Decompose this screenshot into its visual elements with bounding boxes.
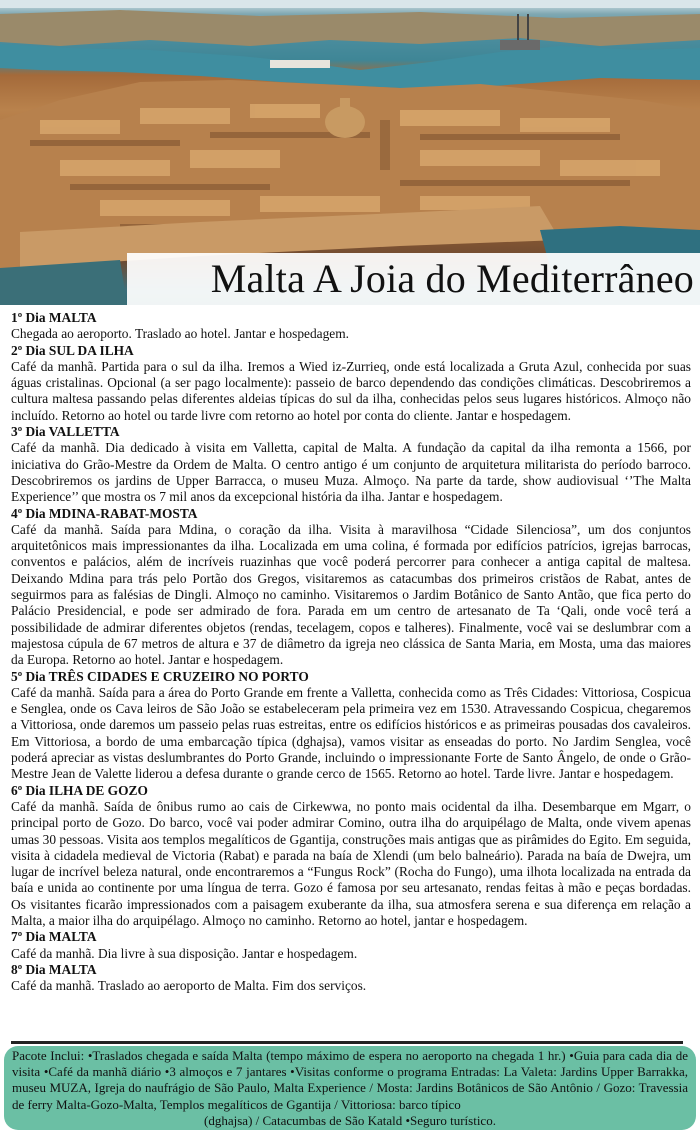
day-2: [11, 343, 691, 424]
day-description: Café da manhã. Dia livre à sua disposição. Jantar e hospedagem.: [11, 945, 358, 961]
itinerary: [11, 310, 691, 994]
day-description: Chegada ao aeroporto. Traslado ao hotel. Jantar e hospedagem.: [11, 326, 350, 342]
day-title: 2º Dia SUL DA ILHA: [11, 342, 134, 358]
day-title: 6º Dia ILHA DE GOZO: [11, 782, 148, 798]
package-includes-text: Pacote Inclui: •Traslados chegada e saída Malta (tempo máximo de espera no aeroporto na chegada 1 hr.) •Guia para cada dia de visita •Café da manhã diário •3 almoços e 7 jantares •Visitas conforme o programa Entradas: La Valeta: Jardins Upper Barrakka, museu MUZA, Igreja do naufrágio de São Paulo, Malta Experience / Mosta: Jardins Botânicos de São Antônio / Gozo: Travessia de ferry Malta-Gozo-Malta, Templos megalíticos de Ggantija / Vittoriosa: barco típico: [12, 1048, 688, 1112]
day-description: Café da manhã. Partida para o sul da ilha. Iremos a Wied iz-Zurrieq, onde está localizada a Gruta Azul, conhecida por suas águas cristalinas. Opcional (a ser pago localmente): passeio de barco dependendo das condições climáticas. Descobriremos a cultura maltesa passando pelas diferentes aldeias típicas do sul da ilha, conhecidas pelos seus lugares históricos. Almoço não incluído. Retorno ao hotel ou tarde livre com retorno ao hotel por conta do cliente. Jantar e hospedagem.: [11, 358, 691, 423]
day-title: 3º Dia VALLETTA: [11, 424, 120, 440]
day-4: [11, 506, 691, 669]
day-description: Café da manhã. Dia dedicado à visita em Valletta, capital de Malta. A fundação da capital da ilha remonta a 1566, por iniciativa do Grão-Mestre da Ordem de Malta. O centro antigo é um conjunto de arquitetura militarista do período barroco. Descobriremos os jardins de Upper Barracca, o museu Muza. Almoço. Na parte da tarde, show audiovisual ‘’The Malta Experience’’ que mostra os 7 mil anos da excepcional história da ilha. Jantar e hospedagem.: [11, 440, 691, 505]
title-banner: [127, 253, 700, 305]
day-1: [11, 310, 691, 343]
day-description: Café da manhã. Saída para Mdina, o coração da ilha. Visita à maravilhosa “Cidade Silenciosa”, um dos conjuntos arquitetônicos mais impressionantes da ilha. Localizada em uma colina, é formada por edifícios patrícios, igrejas barrocas, conventos e palácios, além de incríveis ruazinhas que você poderá percorrer para conhecer a antiga capital de maltesa. Deixando Mdina para trás pelo Portão dos Gregos, visitaremos as catacumbas dos primeiros cristãos de Rabat, antes de seguirmos para as falésias de Dingli. Almoço no caminho. Visitaremos o Jardim Botânico de Santo Antão, que fica perto do Palácio Presidencial, e pode ser admirado de fora. Parada em um centro de artesanato de Ta ‘Qali, onde você terá a possibilidade de admirar diferentes objetos (rendas, tecelagem, copos e talheres). Finalmente, você vai se deslumbrar com a majestosa cúpula de 67 metros de altura e 37 de diâmetro da igreja neo clássica de Santa Maria, em Mosta, uma das maiores da Europa. Retorno ao hotel. Jantar e hospedagem.: [11, 521, 691, 668]
day-title: 8º Dia MALTA: [11, 961, 97, 977]
day-title: 4º Dia MDINA-RABAT-MOSTA: [11, 505, 198, 521]
day-description: Café da manhã. Saída para a área do Porto Grande em frente a Valletta, conhecida como as Três Cidades: Vittoriosa, Cospicua e Senglea, onde os Cava leiros de São João se estabeleceram pela primeira vez em 1530. Atravessando Cospicua, chegaremos a Vittoriosa, onde daremos um passeio pelas ruas estreitas, entre os edifícios históricos e as primeiras pousadas dos cavaleiros. Em Vittoriosa, a bordo de uma embarcação típica (dghajsa), vamos visitar as enseadas do porto. No Jardim Senglea, você poderá apreciar as vistas deslumbrantes do Porto Grande, incluindo o impressionante Forte de Santo Ângelo, de onde o Grão-Mestre Jean de Valette liderou a defesa durante o grande cerco de 1565. Retorno ao hotel. Tarde livre. Jantar e hospedagem.: [11, 684, 691, 782]
day-description: Café da manhã. Saída de ônibus rumo ao cais de Cirkewwa, no ponto mais ocidental da ilha. Desembarque em Mgarr, o principal porto de Gozo. Do barco, você vai poder admirar Comino, outra ilha do arquipélago de Malta, onde vivem apenas umas 30 pessoas. Visita aos templos megalíticos de Ggantija, construções mais antigas que as pirâmides do Egito. Em seguida, visita à cidadela medieval de Victoria (Rabat) e parada na baía de Xlendi (um belo balneário). Parada na baía de Dwejra, um lugar de incrível beleza natural, onde encontraremos a “Fungus Rock” (Rocha do Fungo), uma ilhota localizada na entrada da baía e unida ao continente por uma língua de terra. Gozo é famosa por seu artesanato, rendas feitas à mão e peças bordadas. Os visitantes ficarão impressionados com a paisagem exuberante da ilha, sua atmosfera serena e sua diferença em relação a Malta, a maior ilha do arquipélago. Almoço no caminho. Retorno ao hotel, jantar e hospedagem.: [11, 798, 691, 928]
day-6: [11, 783, 691, 930]
day-title: 5º Dia TRÊS CIDADES E CRUZEIRO NO PORTO: [11, 668, 309, 684]
page-title: Malta A Joia do Mediterrâneo: [210, 256, 694, 301]
day-5: [11, 669, 691, 783]
package-includes-text-end: (dghajsa) / Catacumbas de São Katald •Seguro turístico.: [204, 1112, 496, 1128]
day-title: 7º Dia MALTA: [11, 929, 97, 945]
divider: [11, 1041, 683, 1044]
package-includes-box: [4, 1046, 696, 1130]
day-description: Café da manhã. Traslado ao aeroporto de Malta. Fim dos serviços.: [11, 978, 367, 994]
hero-image: [0, 0, 700, 305]
day-8: [11, 962, 691, 995]
day-title: 1º Dia MALTA: [11, 310, 97, 325]
day-3: [11, 424, 691, 505]
day-7: [11, 929, 691, 962]
